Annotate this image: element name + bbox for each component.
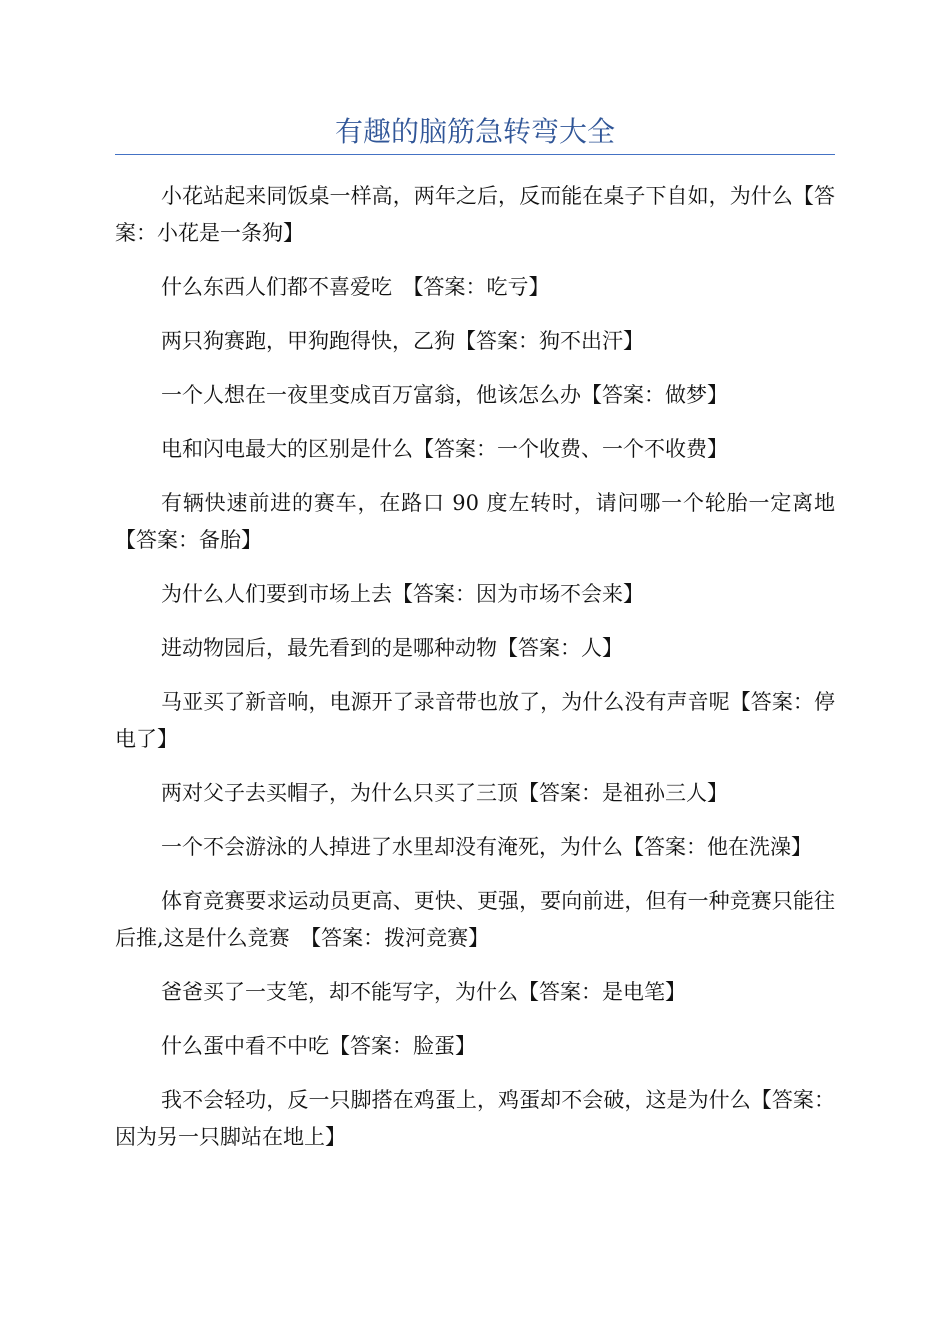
riddle-paragraph: 为什么人们要到市场上去【答案：因为市场不会来】 [161, 582, 644, 606]
riddle-paragraph: 电和闪电最大的区别是什么【答案：一个收费、一个不收费】 [161, 437, 728, 461]
riddle-paragraph: 什么东西人们都不喜爱吃 【答案：吃亏】 [161, 275, 550, 299]
riddle-paragraph: 马亚买了新音响，电源开了录音带也放了，为什么没有声音呢【答案：停电了】 [115, 690, 835, 751]
riddle-paragraph: 我不会轻功，反一只脚搭在鸡蛋上，鸡蛋却不会破，这是为什么【答案：因为另一只脚站在地上】 [115, 1088, 835, 1149]
riddle-paragraph: 小花站起来同饭桌一样高，两年之后，反而能在桌子下自如，为什么【答案：小花是一条狗】 [115, 184, 835, 245]
riddle-paragraph: 一个不会游泳的人掉进了水里却没有淹死，为什么【答案：他在洗澡】 [161, 835, 812, 859]
document-body [115, 178, 835, 1156]
riddle-paragraph: 体育竞赛要求运动员更高、更快、更强，要向前进，但有一种竞赛只能往后推,这是什么竞赛 【答案：拨河竞赛】 [115, 889, 835, 950]
riddle-paragraph: 有辆快速前进的赛车，在路口 90 度左转时，请问哪一个轮胎一定离地【答案：备胎】 [115, 491, 835, 552]
riddle-paragraph: 什么蛋中看不中吃【答案：脸蛋】 [161, 1034, 476, 1058]
riddle-paragraph: 一个人想在一夜里变成百万富翁，他该怎么办【答案：做梦】 [161, 383, 728, 407]
title-underline [115, 154, 835, 155]
riddle-paragraph: 两只狗赛跑，甲狗跑得快，乙狗【答案：狗不出汗】 [161, 329, 644, 353]
riddle-paragraph: 爸爸买了一支笔，却不能写字，为什么【答案：是电笔】 [161, 980, 686, 1004]
riddle-paragraph: 进动物园后，最先看到的是哪种动物【答案：人】 [161, 636, 623, 660]
riddle-paragraph: 两对父子去买帽子，为什么只买了三顶【答案：是祖孙三人】 [161, 781, 728, 805]
document-title: 有趣的脑筋急转弯大全 [334, 115, 615, 148]
